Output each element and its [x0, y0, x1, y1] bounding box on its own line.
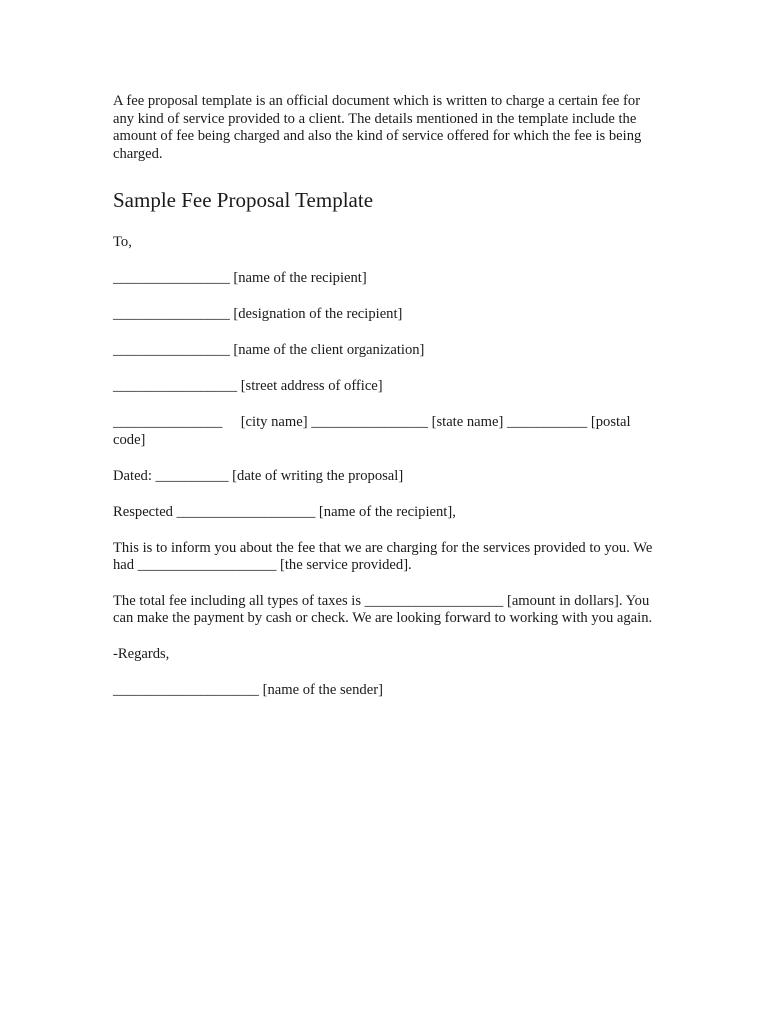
respected-line: Respected ___________________ [name of the recipient],	[113, 503, 456, 520]
salutation-to: To,	[113, 234, 132, 250]
sender-name-line: ____________________ [name of the sender]	[113, 682, 383, 698]
recipient-name-line: ________________ [name of the recipient]	[113, 270, 367, 286]
intro-paragraph: A fee proposal template is an official document which is written to charge a certain fee for any kind of service provided to a client. The details mentioned in the template include the amount of fee being charged and also the kind of service offered for which the fee is being charged.	[113, 93, 642, 162]
regards-line: -Regards,	[113, 646, 170, 662]
recipient-designation-line: ________________ [designation of the recipient]	[113, 306, 403, 322]
document-page	[113, 93, 658, 700]
city-state-postal-line: _______________ [city name] ________________ [state name] ___________ [postal code]	[113, 414, 635, 448]
street-address-line: _________________ [street address of office]	[113, 378, 383, 394]
total-fee-paragraph: The total fee including all types of taxes is ___________________ [amount in dollars]. You can make the payment by cash or check. We are looking forward to working with you again.	[113, 592, 653, 626]
dated-line: Dated: __________ [date of writing the proposal]	[113, 467, 404, 484]
client-organization-line: ________________ [name of the client organization]	[113, 342, 425, 358]
document-title: Sample Fee Proposal Template	[113, 188, 374, 212]
inform-paragraph: This is to inform you about the fee that we are charging for the services provided to you. We had ___________________ [the service provided].	[113, 539, 656, 573]
